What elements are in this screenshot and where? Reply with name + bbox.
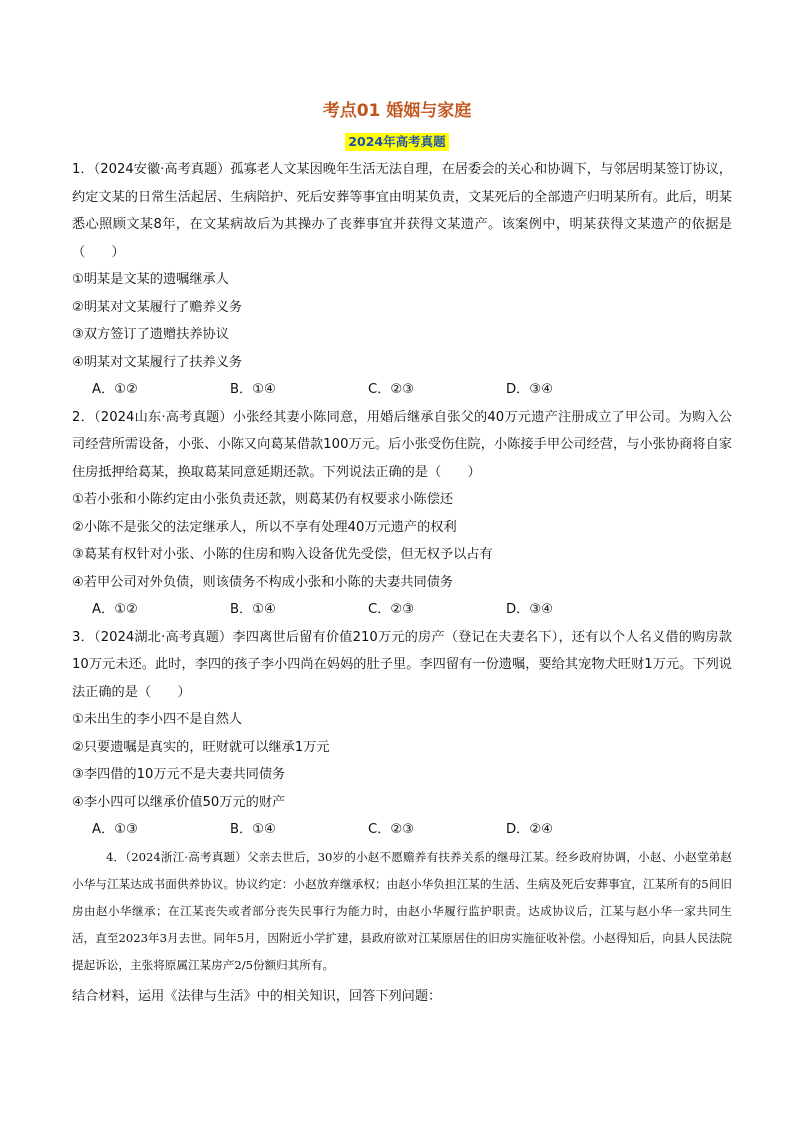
choice-c[interactable]: C．②③ — [368, 602, 415, 617]
question-2-option: ③葛某有权针对小张、小陈的住房和购入设备优先受偿，但无权予以占有 — [72, 547, 493, 562]
question-3-option: ②只要遗嘱是真实的，旺财就可以继承1万元 — [72, 739, 330, 755]
page-title: 考点01 婚姻与家庭 — [322, 101, 472, 121]
question-3-stem: 3．（2024湖北·高考真题）李四离世后留有价值210万元的房产（登记在夫妻名下），还有以个人名义借的购房款10万元未还。此时，李四的孩子李小四尚在妈妈的肚子里。李四留有一份遗嘱，要给其宠物犬旺财1万元。下列说法正确的是（ ） — [72, 629, 732, 700]
section-heading-wrap — [0, 131, 794, 151]
choice-d[interactable]: D．②④ — [506, 822, 553, 837]
choice-b[interactable]: B．①④ — [230, 602, 276, 617]
choice-a[interactable]: A．①② — [92, 382, 138, 397]
choice-d[interactable]: D．③④ — [506, 382, 553, 397]
choice-d[interactable]: D．③④ — [506, 602, 553, 617]
question-1-option: ②明某对文某履行了赡养义务 — [72, 299, 243, 315]
choice-a[interactable]: A．①② — [92, 602, 138, 617]
section-heading: 2024年高考真题 — [345, 133, 448, 151]
question-1-option: ③双方签订了遗赠扶养协议 — [72, 327, 229, 342]
choice-b[interactable]: B．①④ — [230, 382, 276, 397]
question-2-option: ②小陈不是张父的法定继承人，所以不享有处理40万元遗产的权利 — [72, 519, 457, 535]
question-3-option: ①未出生的李小四不是自然人 — [72, 712, 243, 727]
question-2-stem: 2．（2024山东·高考真题）小张经其妻小陈同意，用婚后继承自张父的40万元遗产注册成立了甲公司。为购入公司经营所需设备，小张、小陈又向葛某借款100万元。后小张受伤住院，小陈接手甲公司经营，与小张协商将自家住房抵押给葛某，换取葛某同意延期还款。下列说法正确的是（ ） — [72, 409, 732, 480]
question-3-choices — [72, 816, 732, 844]
question-3-option: ③李四借的10万元不是夫妻共同债务 — [72, 767, 286, 782]
choice-c[interactable]: C．②③ — [368, 822, 415, 837]
question-2-option: ④若甲公司对外负债，则该债务不构成小张和小陈的夫妻共同债务 — [72, 574, 454, 590]
question-1-choices — [72, 376, 732, 404]
question-1-stem: 1．（2024安徽·高考真题）孤寡老人文某因晚年生活无法自理，在居委会的关心和协调下，与邻居明某签订协议，约定文某的日常生活起居、生病陪护、死后安葬等事宜由明某负责，文某死后的全部遗产归明某所有。此后，明某悉心照顾文某8年，在文某病故后为其操办了丧葬事宜并获得文某遗产。该案例中，明某获得文某遗产的依据是（ ） — [72, 162, 732, 260]
question-3-option: ④李小四可以继承价值50万元的财产 — [72, 794, 286, 810]
question-2-choices — [72, 596, 732, 624]
choice-b[interactable]: B．①④ — [230, 822, 276, 837]
question-2-option: ①若小张和小陈约定由小张负责还款，则葛某仍有权要求小陈偿还 — [72, 492, 454, 507]
choice-c[interactable]: C．②③ — [368, 382, 415, 397]
question-1-option: ④明某对文某履行了扶养义务 — [72, 354, 243, 370]
question-4-prompt: 结合材料，运用《法律与生活》中的相关知识，回答下列问题： — [72, 988, 442, 1004]
question-1-option: ①明某是文某的遗嘱继承人 — [72, 272, 229, 287]
document-body — [72, 156, 732, 1010]
choice-a[interactable]: A．①③ — [92, 822, 138, 837]
question-4-material: 4．（2024浙江·高考真题）父亲去世后，30岁的小赵不愿赡养有扶养关系的继母江某。经乡政府协调，小赵、小赵堂弟赵小华与江某达成书面供养协议。协议约定：小赵放弃继承权；由赵小华负担江某的生活、生病及死后安葬事宜，江某所有的5间旧房由赵小华继承；在江某丧失或者部分丧失民事行为能力时，由赵小华履行监护职责。达成协议后，江某与赵小华一家共同生活，直至2023年3月去世。同年5月，因附近小学扩建，县政府欲对江某原居住的旧房实施征收补偿。小赵得知后，向县人民法院提起诉讼，主张将原属江某房产2/5份额归其所有。 — [72, 849, 732, 972]
